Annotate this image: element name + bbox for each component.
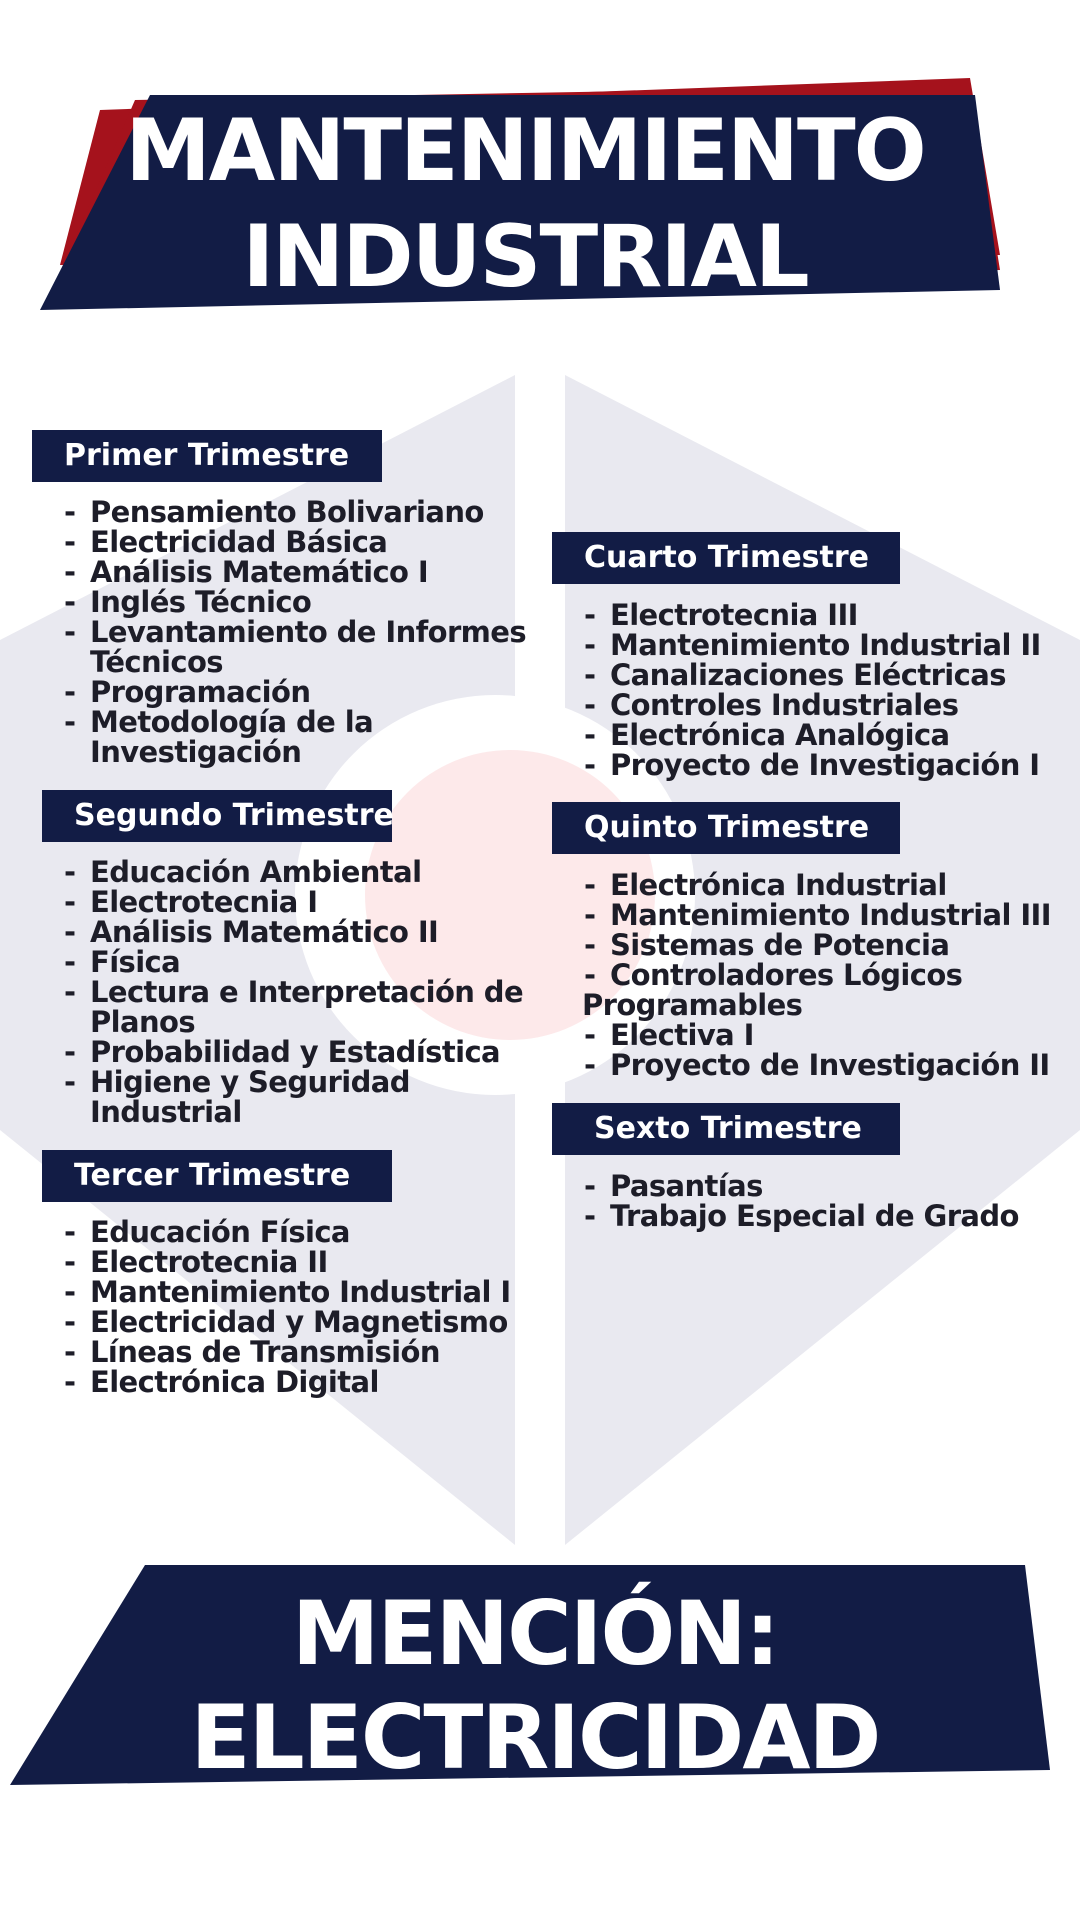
subject-item: - Análisis Matemático I: [62, 557, 552, 587]
title-text: [40, 98, 1010, 310]
subject-item: - Electrotecnia III: [582, 600, 1072, 630]
subject-item: - Educación Física: [62, 1217, 562, 1247]
trimester-primer: [32, 430, 552, 767]
subject-item: - Metodología de la Investigación: [62, 707, 420, 767]
subject-item: - Pasantías: [582, 1171, 1072, 1201]
subject-item: - Líneas de Transmisión: [62, 1337, 562, 1367]
subject-item: - Probabilidad y Estadística: [62, 1037, 562, 1067]
subject-item: - Controles Industriales: [582, 690, 1072, 720]
subject-item: - Controladores Lógicos Programables: [582, 960, 1002, 1020]
mention-line-1: MENCIÓN:: [291, 1582, 779, 1685]
title-line-2: INDUSTRIAL: [242, 207, 808, 307]
subject-item: - Mantenimiento Industrial I: [62, 1277, 562, 1307]
trimester-quinto: [552, 802, 1072, 1080]
mention-banner: [10, 1560, 1060, 1790]
subject-item: - Sistemas de Potencia: [582, 930, 1072, 960]
subject-item: - Trabajo Especial de Grado: [582, 1201, 1072, 1231]
subject-item: - Electrotecnia II: [62, 1247, 562, 1277]
subject-item: - Programación: [62, 677, 552, 707]
subject-item: - Lectura e Interpretación de Planos: [62, 977, 560, 1037]
trimester-sexto: [552, 1103, 1072, 1231]
subject-item: - Electrónica Industrial: [582, 870, 1072, 900]
subject-list: [582, 870, 1072, 1080]
subject-item: - Proyecto de Investigación I: [582, 750, 1072, 780]
subject-item: - Electricidad y Magnetismo: [62, 1307, 562, 1337]
trimester-header: Tercer Trimestre: [42, 1150, 392, 1202]
trimester-header: Cuarto Trimestre: [552, 532, 900, 584]
title-banner: [40, 70, 1010, 330]
subject-list: [62, 497, 552, 767]
trimester-segundo: [42, 790, 562, 1127]
subject-item: - Higiene y Seguridad Industrial: [62, 1067, 430, 1127]
mention-text: [10, 1582, 1060, 1790]
subject-item: - Mantenimiento Industrial III: [582, 900, 1072, 930]
subject-item: - Física: [62, 947, 562, 977]
subject-list: [62, 857, 562, 1127]
trimester-header: Sexto Trimestre: [552, 1103, 900, 1155]
subject-item: - Electrónica Digital: [62, 1367, 562, 1397]
trimester-tercer: [42, 1150, 562, 1397]
subject-item: - Electricidad Básica: [62, 527, 552, 557]
subject-list: [62, 1217, 562, 1397]
subject-item: - Análisis Matemático II: [62, 917, 562, 947]
subject-list: [582, 1171, 1072, 1231]
subject-item: - Pensamiento Bolivariano: [62, 497, 552, 527]
subject-item: - Inglés Técnico: [62, 587, 552, 617]
trimester-cuarto: [552, 532, 1072, 780]
subject-item: - Canalizaciones Eléctricas: [582, 660, 1072, 690]
subject-item: - Electrónica Analógica: [582, 720, 1072, 750]
mention-line-2: ELECTRICIDAD: [190, 1686, 880, 1789]
subject-item: - Proyecto de Investigación II: [582, 1050, 1072, 1080]
subject-item: - Mantenimiento Industrial II: [582, 630, 1072, 660]
subject-item: - Electrotecnia I: [62, 887, 562, 917]
subject-item: - Electiva I: [582, 1020, 1072, 1050]
title-line-1: MANTENIMIENTO: [125, 101, 925, 201]
trimester-header: Primer Trimestre: [32, 430, 382, 482]
subject-item: - Educación Ambiental: [62, 857, 562, 887]
trimester-header: Segundo Trimestre: [42, 790, 392, 842]
subject-item: - Levantamiento de Informes Técnicos: [62, 617, 560, 677]
subject-list: [582, 600, 1072, 780]
trimester-header: Quinto Trimestre: [552, 802, 900, 854]
